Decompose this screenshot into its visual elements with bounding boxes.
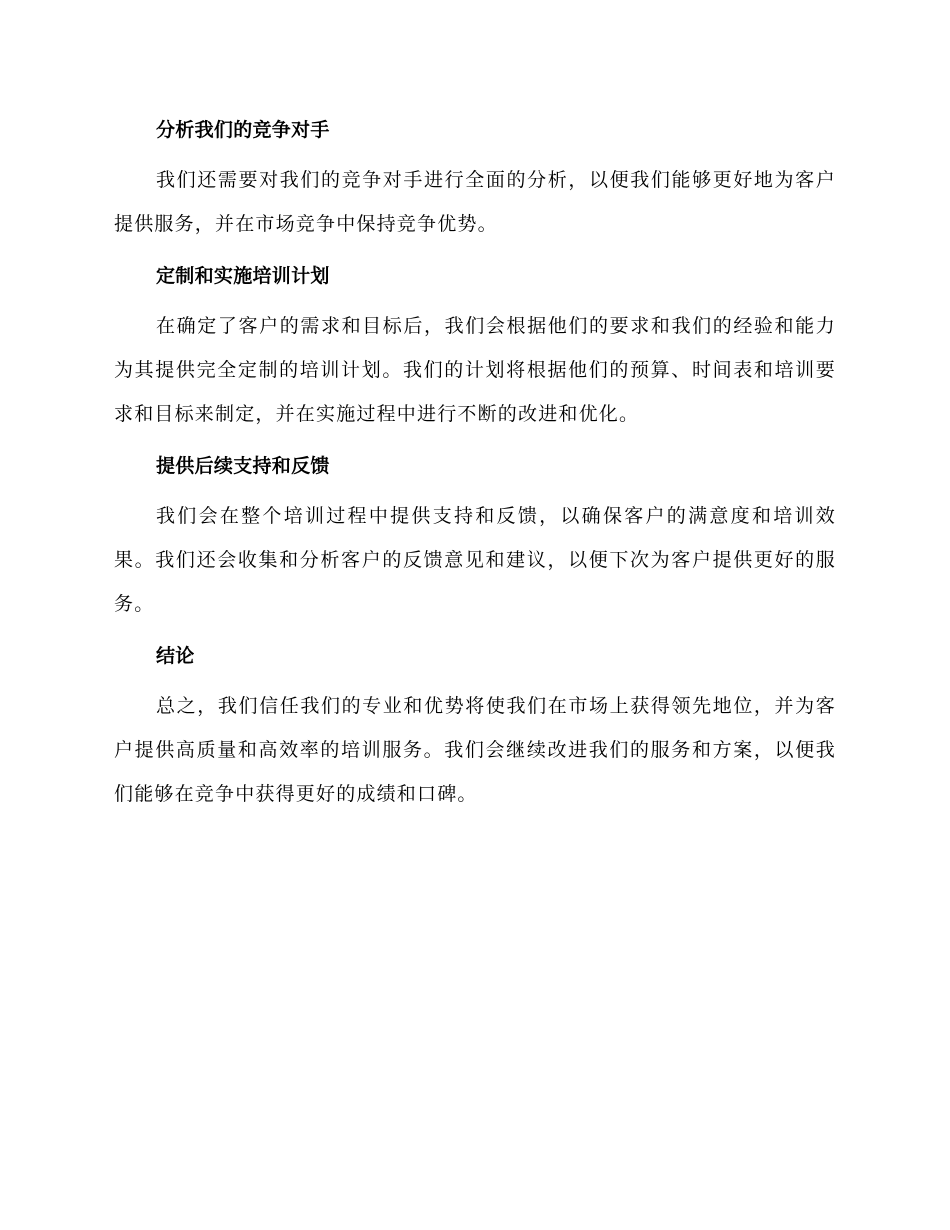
section-paragraph: 总之，我们信任我们的专业和优势将使我们在市场上获得领先地位，并为客户提供高质量和高效率的培训服务。我们会继续改进我们的服务和方案，以便我们能够在竞争中获得更好的成绩和口碑。 (114, 695, 836, 805)
section-heading: 定制和实施培训计划 (156, 265, 330, 287)
section-custom-training-plan (114, 256, 836, 436)
section-heading: 提供后续支持和反馈 (156, 455, 330, 477)
section-paragraph: 我们会在整个培训过程中提供支持和反馈，以确保客户的满意度和培训效果。我们还会收集和分析客户的反馈意见和建议，以便下次为客户提供更好的服务。 (114, 505, 836, 615)
section-competitor-analysis (114, 110, 836, 246)
section-conclusion (114, 636, 836, 816)
section-heading: 分析我们的竞争对手 (156, 119, 330, 141)
section-followup-support (114, 446, 836, 626)
section-heading: 结论 (156, 645, 195, 667)
section-paragraph: 我们还需要对我们的竞争对手进行全面的分析，以便我们能够更好地为客户提供服务，并在市场竞争中保持竞争优势。 (114, 169, 836, 235)
section-paragraph: 在确定了客户的需求和目标后，我们会根据他们的要求和我们的经验和能力为其提供完全定制的培训计划。我们的计划将根据他们的预算、时间表和培训要求和目标来制定，并在实施过程中进行不断的改进和优化。 (114, 315, 836, 425)
